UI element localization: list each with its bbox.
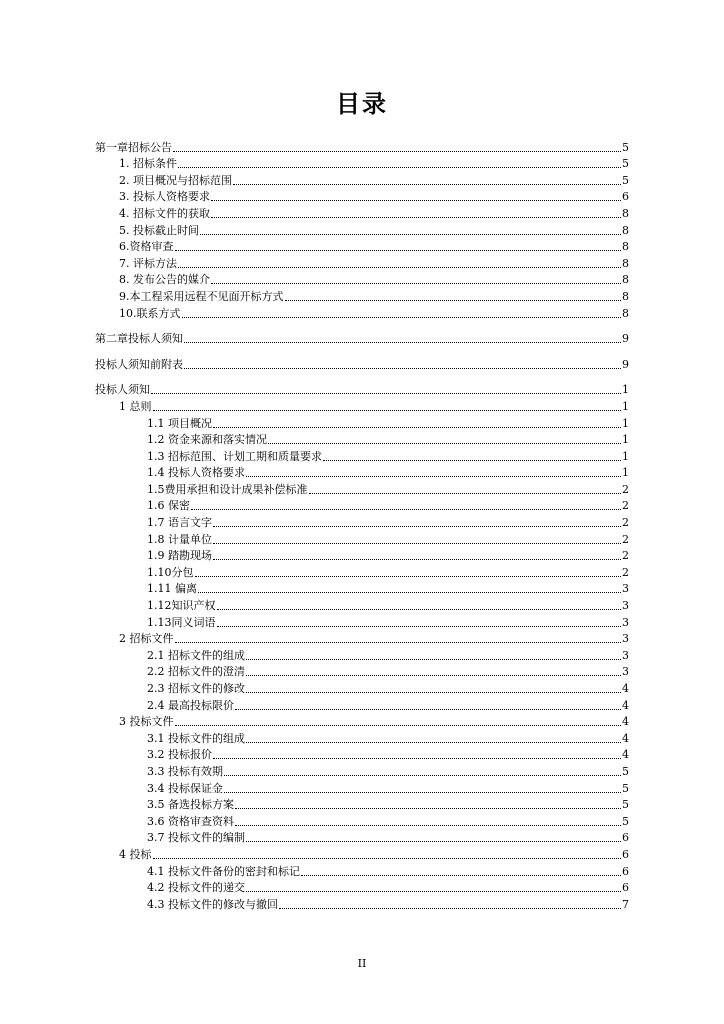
toc-entry-page-number: 4	[622, 682, 629, 695]
toc-leader-dots	[184, 341, 621, 343]
toc-entry-page-number: 1	[622, 449, 629, 463]
toc-leader-dots	[191, 508, 621, 510]
toc-entry-label: 5. 投标截止时间	[119, 223, 199, 237]
toc-entry[interactable]	[95, 448, 629, 465]
toc-entry[interactable]	[95, 780, 629, 797]
toc-leader-dots	[246, 658, 621, 660]
toc-entry[interactable]	[95, 597, 629, 614]
toc-entry[interactable]	[95, 714, 629, 731]
toc-leader-dots	[268, 442, 621, 444]
toc-leader-dots	[235, 708, 621, 710]
toc-entry-page-number: 6	[622, 831, 629, 845]
toc-entry-label: 3. 投标人资格要求	[119, 190, 210, 204]
toc-entry[interactable]	[95, 548, 629, 565]
toc-entry-label: 3.4 投标保证金	[147, 781, 223, 795]
toc-leader-dots	[224, 774, 621, 776]
toc-entry[interactable]	[95, 514, 629, 531]
toc-leader-dots	[195, 575, 622, 577]
toc-entry-page-number: 6	[622, 864, 629, 878]
toc-leader-dots	[217, 625, 622, 627]
toc-leader-dots	[200, 233, 621, 235]
toc-leader-dots	[178, 166, 621, 168]
toc-entry[interactable]	[95, 797, 629, 814]
toc-entry-page-number: 8	[622, 256, 629, 270]
toc-leader-dots	[246, 741, 621, 743]
toc-entry-page-number: 7	[622, 897, 629, 911]
toc-entry-label: 1.9 踏勘现场	[147, 549, 212, 563]
toc-entry[interactable]	[95, 680, 629, 697]
toc-entry-label: 2.2 招标文件的澄清	[147, 665, 245, 679]
toc-entry-page-number: 8	[622, 206, 629, 220]
toc-leader-dots	[198, 591, 621, 593]
toc-entry-label: 4. 招标文件的获取	[119, 206, 210, 220]
toc-entry[interactable]	[95, 730, 629, 747]
toc-entry-page-number: 6	[622, 190, 629, 204]
toc-entry-label: 2.1 招标文件的组成	[147, 648, 245, 662]
toc-entry-page-number: 5	[622, 814, 629, 828]
toc-entry-page-number: 6	[622, 847, 629, 861]
toc-entry[interactable]	[95, 255, 629, 272]
toc-entry-page-number: 2	[622, 565, 629, 579]
toc-entry-page-number: 2	[622, 499, 629, 513]
toc-entry[interactable]	[95, 305, 629, 322]
toc-entry-page-number: 5	[622, 157, 629, 171]
toc-entry-page-number: 8	[622, 306, 629, 320]
toc-entry-label: 3.6 资格审查资料	[147, 814, 234, 828]
toc-entry-page-number: 2	[622, 516, 629, 530]
toc-entry[interactable]	[95, 531, 629, 548]
toc-leader-dots	[153, 409, 622, 411]
toc-entry[interactable]	[95, 189, 629, 206]
toc-entry-page-number: 4	[622, 715, 629, 729]
toc-entry-page-number: 2	[622, 549, 629, 563]
toc-entry-label: 1.10分包	[147, 565, 194, 579]
toc-entry-page-number: 9	[622, 332, 629, 346]
toc-entry-page-number: 4	[622, 698, 629, 712]
toc-entry-label: 1.1 项目概况	[147, 416, 212, 430]
toc-leader-dots	[175, 641, 622, 643]
toc-entry[interactable]	[95, 498, 629, 515]
toc-entry-page-number: 6	[622, 881, 629, 895]
toc-entry-label: 1.8 计量单位	[147, 532, 212, 546]
toc-entry-page-number: 1	[622, 433, 629, 447]
toc-entry-page-number: 5	[622, 781, 629, 795]
toc-entry-label: 1 总则	[119, 399, 152, 413]
toc-leader-dots	[323, 459, 621, 461]
toc-leader-dots	[246, 674, 621, 676]
toc-leader-dots	[213, 525, 621, 527]
toc-entry[interactable]	[95, 863, 629, 880]
toc-entry[interactable]	[95, 172, 629, 189]
toc-entry-label: 投标人须知前附表	[95, 357, 183, 371]
toc-entry-label: 2.4 最高投标限价	[147, 698, 234, 712]
toc-entry-label: 10.联系方式	[119, 306, 181, 320]
toc-leader-dots	[213, 542, 621, 544]
toc-entry-page-number: 3	[622, 648, 629, 662]
toc-entry[interactable]	[95, 631, 629, 648]
toc-leader-dots	[175, 249, 622, 251]
toc-leader-dots	[213, 426, 621, 428]
toc-leader-dots	[246, 475, 621, 477]
toc-entry-label: 4.3 投标文件的修改与撤回	[147, 897, 278, 911]
toc-leader-dots	[235, 824, 621, 826]
toc-entry-page-number: 8	[622, 240, 629, 254]
toc-entry-page-number: 3	[622, 665, 629, 679]
toc-entry-page-number: 1	[622, 416, 629, 430]
toc-leader-dots	[178, 266, 621, 268]
toc-leader-dots	[246, 890, 621, 892]
toc-entry[interactable]	[95, 664, 629, 681]
toc-entry-label: 4.1 投标文件备份的密封和标记	[147, 864, 300, 878]
toc-entry[interactable]	[95, 139, 629, 156]
toc-entry-page-number: 2	[622, 532, 629, 546]
toc-entry[interactable]	[95, 465, 629, 482]
toc-entry-label: 投标人须知	[95, 383, 150, 397]
toc-entry-label: 8. 发布公告的媒介	[119, 273, 210, 287]
toc-entry[interactable]	[95, 564, 629, 581]
toc-leader-dots	[211, 216, 621, 218]
toc-entry[interactable]	[95, 272, 629, 289]
toc-entry[interactable]	[95, 697, 629, 714]
toc-leader-dots	[151, 392, 621, 394]
toc-leader-dots	[213, 558, 621, 560]
toc-entry[interactable]	[95, 356, 629, 373]
toc-entry[interactable]	[95, 222, 629, 239]
toc-entry-label: 1.2 资金来源和落实情况	[147, 433, 267, 447]
toc-entry[interactable]	[95, 481, 629, 498]
toc-entry-label: 4 投标	[119, 847, 152, 861]
toc-entry[interactable]	[95, 896, 629, 913]
toc-entry-label: 6.资格审查	[119, 240, 174, 254]
toc-entry-page-number: 9	[622, 357, 629, 371]
toc-leader-dots	[211, 199, 621, 201]
toc-entry-label: 3.3 投标有效期	[147, 764, 223, 778]
toc-leader-dots	[213, 757, 621, 759]
toc-entry-page-number: 5	[622, 140, 629, 154]
toc-entry-label: 3.7 投标文件的编制	[147, 831, 245, 845]
toc-entry-page-number: 2	[622, 482, 629, 496]
toc-entry[interactable]	[95, 614, 629, 631]
toc-leader-dots	[246, 840, 621, 842]
toc-leader-dots	[182, 316, 622, 318]
toc-leader-dots	[301, 874, 621, 876]
toc-entry[interactable]	[95, 331, 629, 348]
toc-leader-dots	[279, 907, 621, 909]
toc-entry-label: 3.2 投标报价	[147, 748, 212, 762]
toc-entry[interactable]	[95, 747, 629, 764]
toc-entry-label: 4.2 投标文件的递交	[147, 881, 245, 895]
toc-leader-dots	[217, 608, 622, 610]
toc-entry-page-number: 3	[622, 582, 629, 596]
toc-entry[interactable]	[95, 581, 629, 598]
toc-entry-label: 3.5 备选投标方案	[147, 798, 234, 812]
toc-leader-dots	[285, 299, 622, 301]
toc-entry-label: 1.7 语言文字	[147, 516, 212, 530]
toc-entry[interactable]	[95, 432, 629, 449]
toc-entry[interactable]	[95, 647, 629, 664]
toc-entry-page-number: 1	[622, 466, 629, 480]
toc-entry[interactable]	[95, 763, 629, 780]
toc-entry-page-number: 4	[622, 748, 629, 762]
toc-entry[interactable]	[95, 239, 629, 256]
toc-leader-dots	[235, 807, 621, 809]
toc-entry-label: 2.3 招标文件的修改	[147, 682, 245, 695]
toc-entry[interactable]	[95, 880, 629, 897]
toc-leader-dots	[175, 724, 622, 726]
toc-entry-label: 7. 评标方法	[119, 256, 177, 270]
toc-entry-label: 1.3 招标范围、计划工期和质量要求	[147, 449, 322, 463]
toc-entry-page-number: 5	[622, 798, 629, 812]
toc-entry-page-number: 8	[622, 273, 629, 287]
toc-entry-label: 第一章招标公告	[95, 140, 172, 154]
toc-leader-dots	[184, 367, 621, 369]
page-title: 目录	[336, 90, 388, 118]
toc-entry-page-number: 8	[622, 289, 629, 303]
toc-entry-label: 1.4 投标人资格要求	[147, 466, 245, 480]
toc-entry-label: 3.1 投标文件的组成	[147, 731, 245, 745]
toc-entry-page-number: 1	[622, 383, 629, 397]
toc-entry-page-number: 3	[622, 632, 629, 646]
toc-entry-page-number: 3	[622, 615, 629, 629]
page-number-footer: II	[357, 957, 367, 970]
toc-entry-page-number: 3	[622, 599, 629, 613]
toc-entry-page-number: 1	[622, 399, 629, 413]
toc-entry-label: 1.12知识产权	[147, 599, 216, 613]
toc-entry-page-number: 5	[622, 764, 629, 778]
toc-entry[interactable]	[95, 288, 629, 305]
toc-entry-page-number: 5	[622, 173, 629, 187]
toc-entry[interactable]	[95, 846, 629, 863]
toc-leader-dots	[224, 791, 621, 793]
toc-leader-dots	[246, 691, 621, 693]
toc-leader-dots	[233, 183, 621, 185]
toc-entry[interactable]	[95, 813, 629, 830]
toc-entry[interactable]	[95, 382, 629, 399]
toc-entry-label: 1.13同义词语	[147, 615, 216, 629]
toc-entry-label: 3 投标文件	[119, 715, 174, 729]
toc-entry-label: 第二章投标人须知	[95, 332, 183, 346]
toc-entry-page-number: 4	[622, 731, 629, 745]
toc-entry-label: 1.11 偏离	[147, 582, 197, 596]
toc-leader-dots	[153, 857, 622, 859]
toc-entry[interactable]	[95, 156, 629, 173]
toc-entry-label: 1.5费用承担和设计成果补偿标准	[147, 482, 308, 496]
toc-entry-page-number: 8	[622, 223, 629, 237]
toc-entry-label: 9.本工程采用远程不见面开标方式	[119, 289, 284, 303]
toc-entry[interactable]	[95, 205, 629, 222]
toc-entry-label: 2. 项目概况与招标范围	[119, 173, 232, 187]
toc-entry[interactable]	[95, 398, 629, 415]
table-of-contents	[95, 139, 629, 913]
toc-leader-dots	[211, 282, 621, 284]
toc-entry[interactable]	[95, 415, 629, 432]
toc-entry-label: 2 招标文件	[119, 632, 174, 646]
toc-entry-label: 1.6 保密	[147, 499, 190, 513]
toc-leader-dots	[309, 492, 622, 494]
toc-entry[interactable]	[95, 830, 629, 847]
toc-leader-dots	[173, 150, 621, 152]
toc-entry-label: 1. 招标条件	[119, 157, 177, 171]
